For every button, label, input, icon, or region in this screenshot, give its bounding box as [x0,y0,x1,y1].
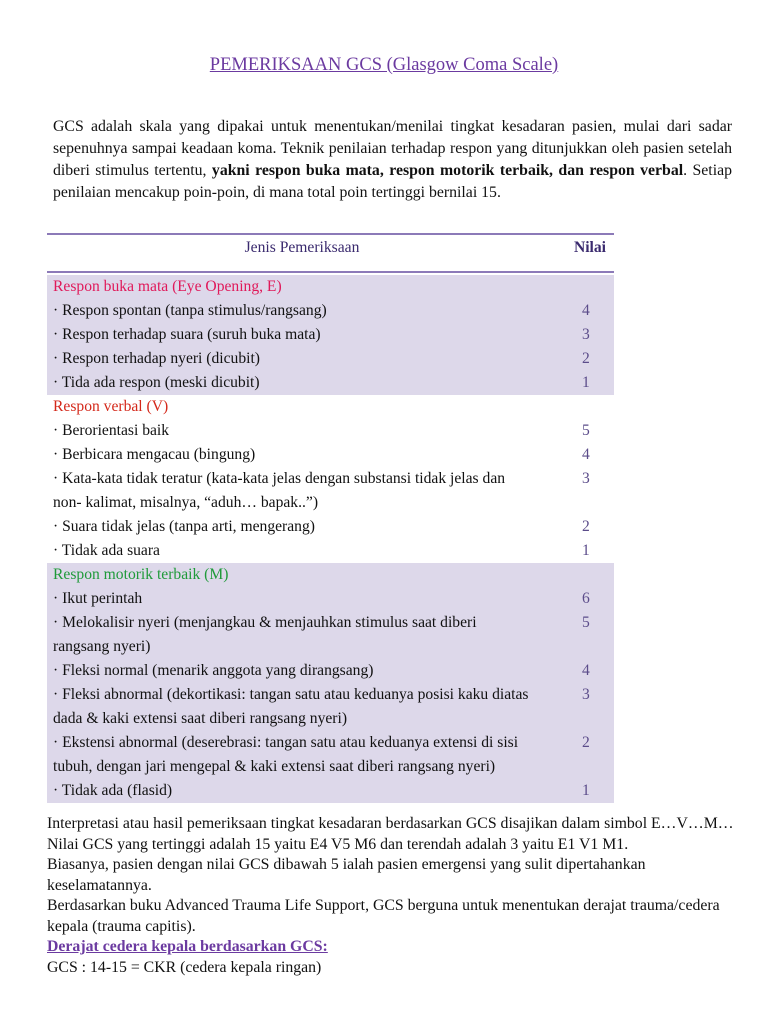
row-value: 4 [582,302,590,319]
row-value: 3 [582,326,590,343]
row-text: · Fleksi abnormal (dekortikasi: tangan satu atau keduanya posisi kaku diatas dada & kaki extensi saat diberi rangsang nyeri) [53,686,529,727]
row-value: 3 [582,470,590,487]
verbal-heading: Respon verbal (V) [53,398,169,415]
table-row [47,443,614,467]
table-row [47,347,614,371]
row-value: 2 [582,734,590,751]
row-value: 1 [582,542,590,559]
table-row [47,611,614,659]
table-row [47,539,614,563]
row-value: 5 [582,614,590,631]
motor-heading: Respon motorik terbaik (M) [53,566,229,583]
motor-section [47,563,614,803]
table-row [47,731,614,779]
table-row [47,323,614,347]
gcs-table [47,233,614,803]
emergency-paragraph: Biasanya, pasien dengan nilai GCS dibawah 5 ialah pasien emergensi yang sulit dipertahankan keselamatannya. [47,856,646,894]
table-header [47,233,614,273]
highest-lowest-paragraph: Nilai GCS yang tertinggi adalah 15 yaitu E4 V5 M6 dan terendah adalah 3 yaitu E1 V1 M1. [47,835,629,853]
eye-section [47,275,614,395]
row-text: · Berorientasi baik [53,422,170,439]
intro-text-2: . Setiap penilaian mencakup poin-poin, di mana total poin tertinggi bernilai 15. [53,162,732,201]
severity-subheading: Derajat cedera kepala berdasarkan GCS: [47,938,328,955]
row-text: · Tida ada respon (meski dicubit) [53,374,260,391]
row-text: · Respon terhadap nyeri (dicubit) [53,350,260,367]
row-value: 4 [582,446,590,463]
row-value: 2 [582,350,590,367]
table-row [47,683,614,731]
row-value: 5 [582,422,590,439]
table-row [47,467,614,515]
row-text: · Respon terhadap suara (suruh buka mata) [53,326,321,343]
row-text: · Fleksi normal (menarik anggota yang dirangsang) [53,662,374,679]
row-text: · Melokalisir nyeri (menjangkau & menjauhkan stimulus saat diberi rangsang nyeri) [53,614,477,655]
row-text: · Ekstensi abnormal (deserebrasi: tangan satu atau keduanya extensi di sisi tubuh, dengan jari mengepal & kaki extensi saat diberi rangsang nyeri) [53,734,519,775]
table-row [47,659,614,683]
row-text: · Tidak ada suara [53,542,160,559]
row-value: 1 [582,782,590,799]
table-row [47,419,614,443]
header-nilai: Nilai [573,239,606,256]
row-value: 4 [582,662,590,679]
verbal-section [47,395,614,563]
header-jenis-pemeriksaan: Jenis Pemeriksaan [244,239,360,256]
section-heading [47,395,614,419]
table-row [47,587,614,611]
section-heading [47,275,614,299]
row-value: 6 [582,590,590,607]
intro-bold-text: yakni respon buka mata, respon motorik terbaik, dan respon verbal [211,162,684,179]
intro-text-1: GCS adalah skala yang dipakai untuk menentukan/menilai tingkat kesadaran pasien, mulai dari sadar sepenuhnya sampai keadaan koma. Teknik penilaian terhadap respon yang ditunjukkan oleh pasien setelah diberi stimulus tertentu, [53,118,732,179]
atls-paragraph: Berdasarkan buku Advanced Trauma Life Support, GCS berguna untuk menentukan derajat trauma/cedera kepala (trauma capitis). [47,897,720,935]
row-text: · Suara tidak jelas (tanpa arti, mengerang) [53,518,315,535]
row-text: · Tidak ada (flasid) [53,782,173,799]
row-text: · Ikut perintah [53,590,143,607]
interpretation-block [47,814,747,978]
row-text: · Berbicara mengacau (bingung) [53,446,256,463]
table-row [47,779,614,803]
table-row [47,371,614,395]
eye-heading: Respon buka mata (Eye Opening, E) [53,278,282,295]
table-row [47,299,614,323]
page-title: PEMERIKSAAN GCS (Glasgow Coma Scale) [209,55,559,75]
intro-paragraph [53,116,732,204]
interpretation-paragraph: Interpretasi atau hasil pemeriksaan tingkat kesadaran berdasarkan GCS disajikan dalam simbol E…V…M… [47,815,734,832]
table-row [47,515,614,539]
section-heading [47,563,614,587]
ckr-line: GCS : 14-15 = CKR (cedera kepala ringan) [47,958,322,976]
row-value: 2 [582,518,590,535]
row-text: · Respon spontan (tanpa stimulus/rangsang) [53,302,327,319]
row-value: 3 [582,686,590,703]
row-text: · Kata-kata tidak teratur (kata-kata jelas dengan substansi tidak jelas dan non- kalimat, misalnya, “aduh… bapak..”) [53,470,506,511]
row-value: 1 [582,374,590,391]
